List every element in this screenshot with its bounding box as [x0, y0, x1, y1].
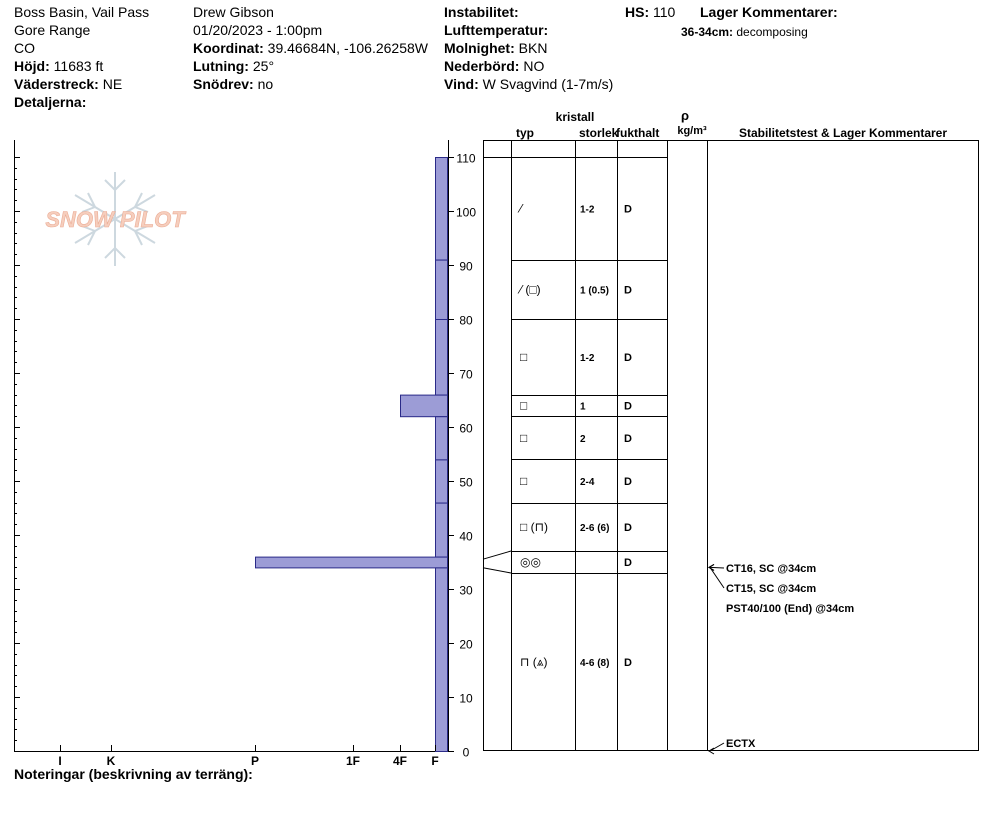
blowing-value: no — [257, 76, 274, 92]
coord-label: Koordinat: — [193, 40, 264, 56]
stability-tests — [709, 563, 854, 754]
precip-value: NO — [523, 58, 545, 74]
layer-size-6: 2-6 (6) — [580, 522, 610, 534]
instability-label: Instabilitet: — [444, 4, 519, 20]
range: Gore Range — [14, 22, 91, 38]
layer-size-1: 1 (0.5) — [580, 285, 609, 297]
layer-type-4: □ — [520, 430, 528, 445]
layer-type-7: ◎◎ — [520, 555, 541, 569]
depth-label-10: 10 — [459, 691, 473, 706]
airtemp-label: Lufttemperatur: — [444, 22, 549, 38]
test-label-2: PST40/100 (End) @34cm — [726, 603, 855, 615]
hardness-label-F: F — [431, 754, 439, 768]
state: CO — [14, 40, 35, 56]
layer-moisture-2: D — [624, 351, 632, 364]
hardness-bar-7 — [256, 557, 448, 568]
layer-moisture-5: D — [624, 476, 632, 488]
wind-value: W Svagvind (1-7m/s) — [482, 76, 614, 92]
layer-type-5: □ — [520, 474, 528, 488]
hardness-bar-6 — [436, 503, 448, 557]
layer-size-5: 2-4 — [580, 477, 595, 488]
blowing-label: Snödrev: — [193, 76, 254, 92]
test-leader-3 — [710, 743, 724, 751]
col-rho-header: ρ — [680, 108, 690, 123]
aspect-value: NE — [102, 76, 123, 92]
layer-type-3: □ — [520, 398, 528, 413]
test-label-1: CT15, SC @34cm — [726, 583, 817, 595]
col-density-unit: kg/m³ — [677, 125, 707, 137]
depth-label-70: 70 — [459, 367, 473, 382]
layer-moisture-6: D — [624, 521, 632, 534]
depth-axis — [448, 152, 476, 760]
depth-label-90: 90 — [459, 259, 473, 274]
depth-label-100: 100 — [455, 205, 477, 220]
layer-moisture-0: D — [624, 203, 632, 216]
hardness-scale — [58, 745, 438, 768]
depth-label-80: 80 — [459, 313, 473, 328]
hardness-label-1F: 1F — [345, 754, 361, 768]
layer-comment-depth: 36-34cm: — [681, 25, 734, 39]
notes-label: Noteringar (beskrivning av terräng): — [14, 766, 253, 782]
table-border — [484, 141, 979, 751]
snowpilot-logo — [45, 172, 186, 266]
depth-label-30: 30 — [459, 583, 473, 598]
hardness-label-K: K — [106, 754, 116, 768]
layer-type-0: ⁄ — [520, 201, 523, 216]
hardness-label-4F: 4F — [392, 754, 408, 768]
depth-label-0: 0 — [462, 745, 470, 760]
hardness-bar-5 — [436, 460, 448, 503]
datetime: 01/20/2023 - 1:00pm — [193, 22, 323, 38]
layer-moisture-4: D — [624, 432, 632, 445]
hardness-bar-3 — [401, 395, 448, 417]
hardness-bar-4 — [436, 417, 448, 460]
col-type-header: typ — [516, 126, 534, 140]
hs-label: HS: — [625, 4, 650, 20]
logo-text: SNOW PILOT — [45, 207, 185, 232]
layer-size-8: 4-6 (8) — [580, 657, 610, 669]
layer-moisture-1: D — [624, 284, 632, 297]
col-crystal-header: kristall — [555, 110, 595, 124]
hardness-label-I: I — [58, 754, 62, 768]
depth-label-60: 60 — [459, 421, 473, 436]
test-leader-1 — [710, 567, 724, 588]
precip-label: Nederbörd: — [444, 58, 520, 74]
hardness-label-P: P — [250, 754, 260, 768]
depth-label-40: 40 — [459, 529, 473, 544]
layer-moisture-3: D — [624, 400, 632, 413]
layer-size-2: 1-2 — [580, 352, 595, 364]
depth-label-50: 50 — [459, 475, 473, 490]
hardness-bar-2 — [436, 320, 448, 396]
col-stability-header: Stabilitetstest & Lager Kommentarer — [738, 126, 948, 140]
layer-type-8: ⊓ (⩓) — [520, 654, 548, 669]
test-leader-0 — [710, 567, 724, 568]
hardness-bar-0 — [436, 158, 448, 261]
depth-label-110: 110 — [456, 151, 476, 166]
sky-label: Molnighet: — [444, 40, 515, 56]
elevation-label: Höjd: — [14, 58, 50, 74]
aspect-label: Väderstreck: — [14, 76, 99, 92]
hardness-bar-8 — [436, 568, 448, 752]
sky-value: BKN — [518, 40, 548, 56]
location: Boss Basin, Vail Pass — [14, 4, 150, 20]
thin-layer-connector-top — [483, 551, 511, 559]
layer-type-2: □ — [520, 349, 528, 364]
layer-comment-text: decomposing — [736, 25, 808, 39]
elevation-value: 11683 ft — [53, 58, 104, 74]
depth-label-20: 20 — [459, 637, 473, 652]
test-label-0: CT16, SC @34cm — [726, 563, 817, 575]
layer-moisture-8: D — [624, 656, 632, 669]
layer-size-3: 1 — [580, 401, 586, 413]
coord-value: 39.46684N, -106.26258W — [267, 40, 428, 56]
col-moisture-header: fukthalt — [616, 126, 660, 140]
thin-layer-connector-bottom — [483, 568, 511, 573]
layer-type-1: ⁄ (□) — [520, 282, 541, 297]
slope-label: Lutning: — [193, 58, 249, 74]
layer-comments-label: Lager Kommentarer: — [700, 4, 838, 20]
layer-moisture-7: D — [624, 557, 632, 569]
col-size-header: storlek — [579, 126, 619, 140]
details-label: Detaljerna: — [14, 94, 87, 110]
layer-size-0: 1-2 — [580, 204, 595, 216]
hardness-bar-1 — [436, 260, 448, 319]
layer-size-4: 2 — [580, 433, 586, 445]
wind-label: Vind: — [444, 76, 479, 92]
hs-value: 110 — [653, 4, 676, 20]
layer-type-6: □ (⊓) — [520, 519, 548, 534]
hardness-bars — [256, 158, 448, 752]
observer: Drew Gibson — [193, 4, 274, 20]
slope-value: 25° — [252, 58, 275, 74]
test-label-3: ECTX — [726, 738, 756, 750]
layer-table-frame — [484, 140, 979, 751]
